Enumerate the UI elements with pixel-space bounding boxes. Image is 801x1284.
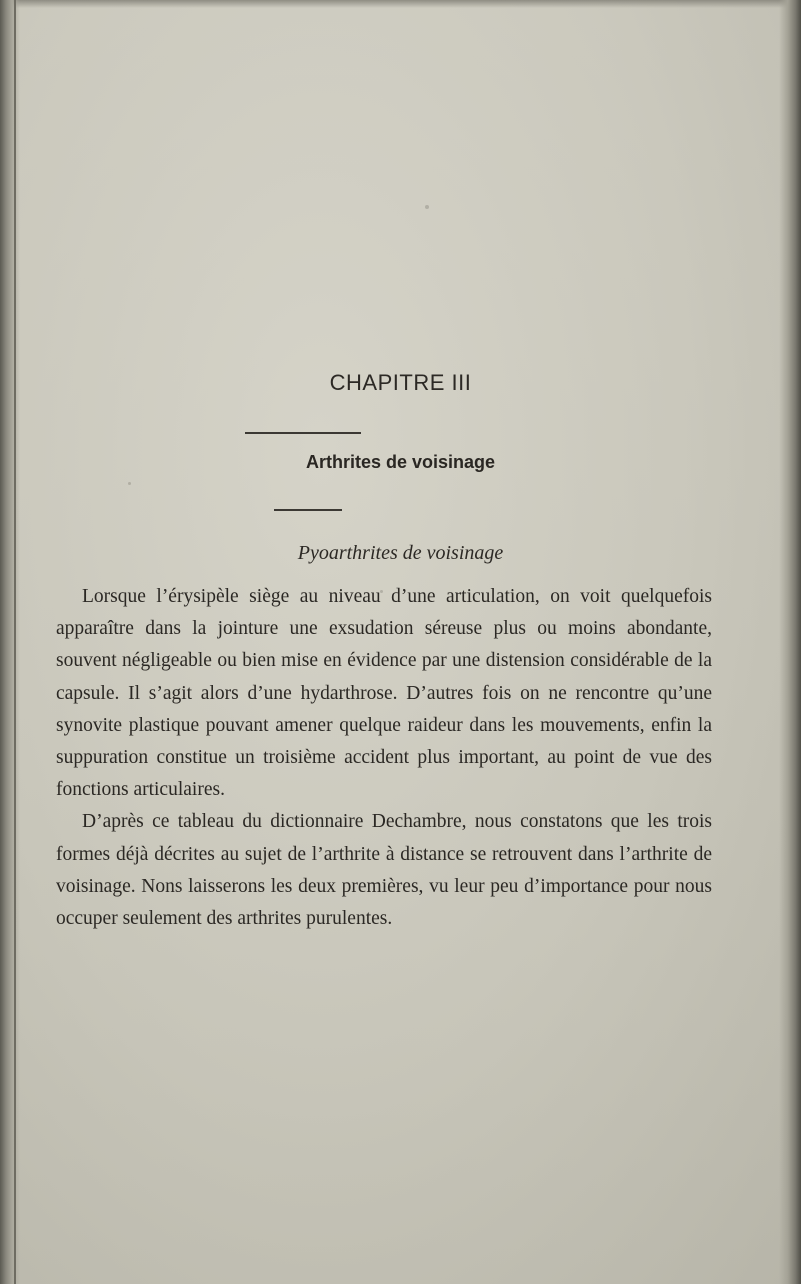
chapter-title: CHAPITRE III bbox=[329, 370, 472, 395]
paragraph: Lorsque l’érysipèle siège au niveau d’une articulation, on voit quelquefois apparaître dans la jointure une exsudation séreuse plus ou moins abondante, souvent négligeable ou bien mise en évidence par une distension considérable de la capsule. Il s’agit alors d’une hydarthrose. D’autres fois on ne rencontre qu’une synovite plastique pouvant amener quelque raideur dans les mouvements, enfin la suppuration constitue un troisième accident plus important, au point de vue des fonctions articulaires. bbox=[56, 586, 712, 801]
page-right-edge bbox=[779, 0, 801, 1284]
paper-spot bbox=[425, 205, 429, 209]
body-text bbox=[56, 581, 712, 935]
page-top-edge bbox=[0, 0, 801, 8]
section-title: Arthrites de voisinage bbox=[305, 452, 496, 472]
paper-spot bbox=[128, 482, 131, 485]
subsection-title: Pyoarthrites de voisinage bbox=[297, 542, 504, 564]
binding-line bbox=[14, 0, 16, 1284]
page-left-edge bbox=[0, 0, 20, 1284]
section-divider bbox=[274, 509, 342, 511]
chapter-divider bbox=[245, 432, 361, 434]
paragraph: D’après ce tableau du dictionnaire Dechambre, nous constatons que les trois formes déjà décrites au sujet de l’arthrite à distance se retrouvent dans l’arthrite de voisinage. Nons laisserons les deux premières, vu leur peu d’importance pour nous occuper seulement des arthrites purulentes. bbox=[56, 811, 712, 930]
